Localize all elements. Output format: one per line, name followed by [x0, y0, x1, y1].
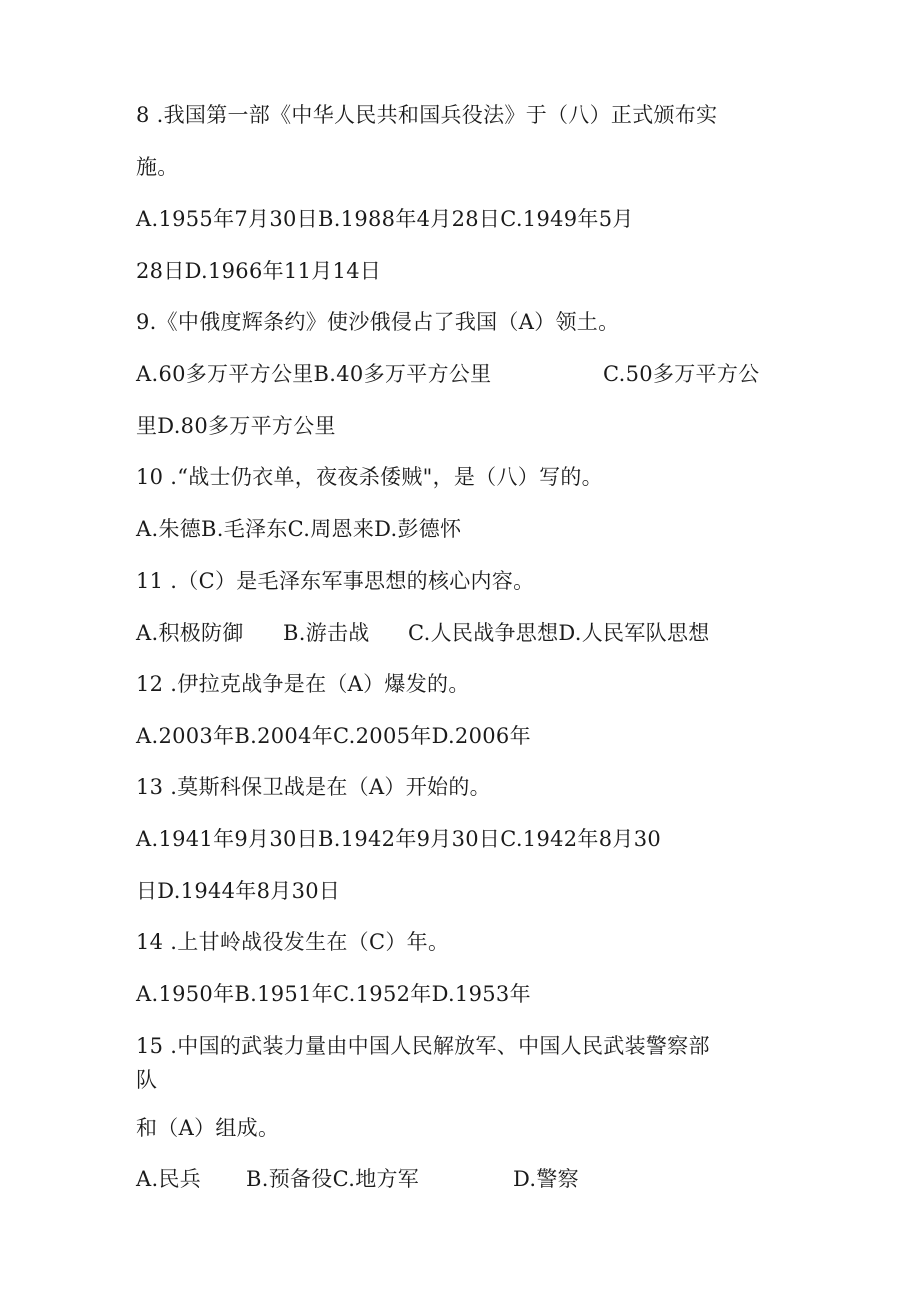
question-8-options: A.1955年7月30日B.1988年4月28日C.1949年5月: [136, 207, 634, 231]
question-9-option-c: C.50多万平方公: [603, 362, 760, 386]
question-13-options-continued: 日D.1944年8月30日: [136, 879, 341, 903]
question-15-text-continued: 队: [136, 1068, 158, 1092]
question-8-text: 8 .我国第一部《中华人民共和国兵役法》于（八）正式颁布实: [136, 103, 718, 127]
question-13-options: A.1941年9月30日B.1942年9月30日C.1942年8月30: [136, 827, 662, 851]
question-9-text: 9.《中俄度辉条约》使沙俄侵占了我国（A）领土。: [136, 310, 620, 334]
question-9-options-continued: 里D.80多万平方公里: [136, 414, 336, 438]
question-15-text-end: 和（A）组成。: [136, 1116, 280, 1140]
question-15-text: 15 .中国的武装力量由中国人民解放军、中国人民武装警察部: [136, 1034, 710, 1058]
question-15-option-a: A.民兵: [136, 1167, 202, 1191]
question-12-text: 12 .伊拉克战争是在（A）爆发的。: [136, 672, 470, 696]
question-8-options-continued: 28日D.1966年11月14日: [136, 259, 382, 283]
question-11-option-a: A.积极防御: [136, 621, 244, 645]
question-11-option-b: B.游击战: [283, 621, 370, 645]
question-11-text: 11 .（C）是毛泽东军事思想的核心内容。: [136, 569, 535, 593]
question-8-text-continued: 施。: [136, 155, 179, 179]
question-10-options: A.朱德B.毛泽东C.周恩来D.彭德怀: [136, 517, 462, 541]
question-15-options: [136, 1165, 579, 1305]
question-12-options: A.2003年B.2004年C.2005年D.2006年: [136, 724, 531, 748]
question-14-text: 14 .上甘岭战役发生在（C）年。: [136, 930, 450, 954]
question-11-option-cd: C.人民战争思想D.人民军队思想: [408, 621, 710, 645]
question-14-options: A.1950年B.1951年C.1952年D.1953年: [136, 982, 531, 1006]
question-13-text: 13 .莫斯科保卫战是在（A）开始的。: [136, 775, 491, 799]
question-15-option-bc: B.预备役C.地方军: [246, 1167, 420, 1191]
question-15-option-d: D.警察: [513, 1167, 579, 1191]
question-10-text: 10 .“战士仍衣单，夜夜杀倭贼"，是（八）写的。: [136, 465, 603, 489]
question-9-options-ab: A.60多万平方公里B.40多万平方公里: [136, 362, 492, 386]
